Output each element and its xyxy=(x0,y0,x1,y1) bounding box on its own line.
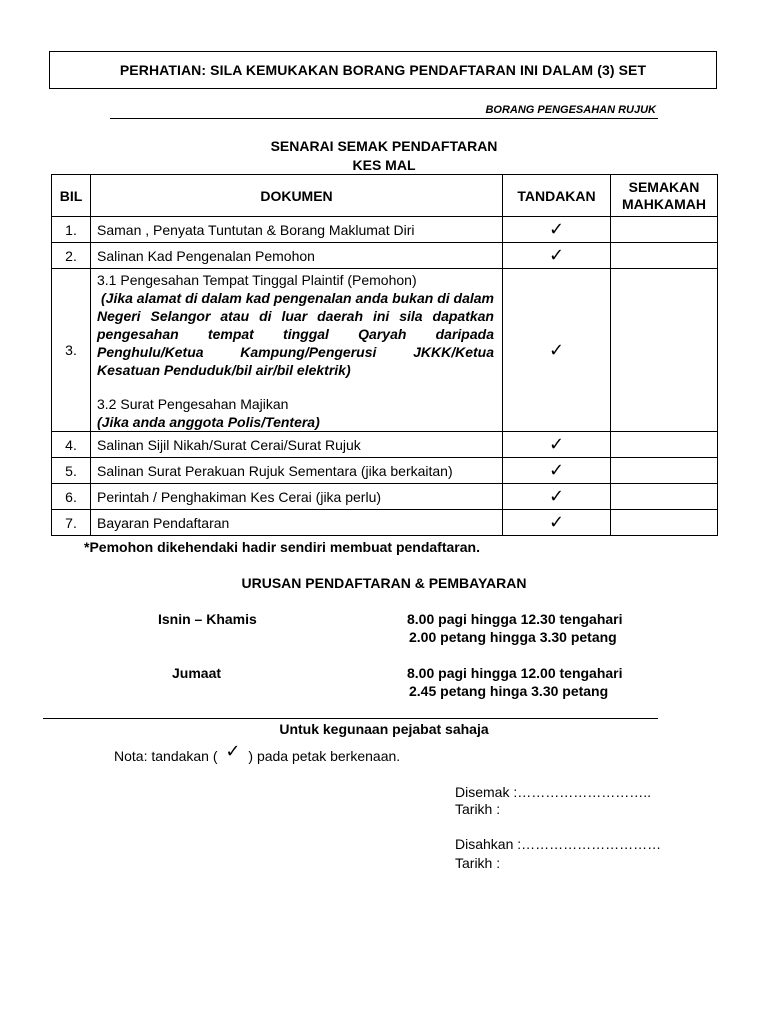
row-doc: Salinan Kad Pengenalan Pemohon xyxy=(91,243,503,269)
doc-3-2: 3.2 Surat Pengesahan Majikan xyxy=(97,396,289,412)
notice-box xyxy=(49,51,717,89)
disahkan-field[interactable]: Disahkan :………………………… xyxy=(455,836,662,852)
row-bil: 3. xyxy=(52,269,91,432)
disemak-field[interactable]: Disemak :……………………….. xyxy=(455,784,652,800)
ref-divider xyxy=(110,118,658,119)
row-doc: Saman , Penyata Tuntutan & Borang Maklumat Diri xyxy=(91,217,503,243)
semakan-cell[interactable] xyxy=(611,432,718,458)
doc-3-1: 3.1 Pengesahan Tempat Tinggal Plaintif (Pemohon) xyxy=(97,272,417,288)
nota-pre: Nota: tandakan ( xyxy=(114,748,218,764)
schedule-day1-time1: 8.00 pagi hingga 12.30 tengahari xyxy=(407,611,623,627)
header-tandakan: TANDAKAN xyxy=(503,175,611,217)
semakan-cell[interactable] xyxy=(611,484,718,510)
row-doc: Bayaran Pendaftaran xyxy=(91,510,503,536)
form-ref: BORANG PENGESAHAN RUJUK xyxy=(485,104,656,116)
table-header-row xyxy=(52,175,718,217)
row-bil: 2. xyxy=(52,243,91,269)
attend-note: *Pemohon dikehendaki hadir sendiri membuat pendaftaran. xyxy=(84,539,480,555)
notice-text: PERHATIAN: SILA KEMUKAKAN BORANG PENDAFTARAN INI DALAM (3) SET xyxy=(119,62,647,78)
semakan-cell[interactable] xyxy=(611,269,718,432)
row-doc: Salinan Surat Perakuan Rujuk Sementara (jika berkaitan) xyxy=(91,458,503,484)
semakan-cell[interactable] xyxy=(611,217,718,243)
table-row xyxy=(52,458,718,484)
schedule-day1-time2: 2.00 petang hingga 3.30 petang xyxy=(409,629,617,645)
row-doc xyxy=(91,269,503,432)
tarikh-field-2[interactable]: Tarikh : xyxy=(455,855,501,871)
nota-post: ) pada petak berkenaan. xyxy=(248,748,401,764)
row-bil: 1. xyxy=(52,217,91,243)
header-bil: BIL xyxy=(52,175,91,217)
table-row xyxy=(52,510,718,536)
tick-icon: ✓ xyxy=(503,484,611,510)
table-row xyxy=(52,432,718,458)
header-dokumen: DOKUMEN xyxy=(91,175,503,217)
tick-icon: ✓ xyxy=(503,510,611,536)
row-bil: 5. xyxy=(52,458,91,484)
schedule-day2-time1: 8.00 pagi hingga 12.00 tengahari xyxy=(407,665,623,681)
row-bil: 4. xyxy=(52,432,91,458)
tick-icon: ✓ xyxy=(225,741,241,761)
doc-3-1-note: (Jika alamat di dalam kad pengenalan anda bukan di dalam Negeri Selangor atau di luar daerah ini sila dapatkan pengesahan tempat tinggal Qaryah daripada Penghulu/Ketua Kampung/Pengerusi JKKK/Ketua Kesatuan Penduduk/bil air/bil elektrik) xyxy=(97,290,494,378)
row-doc: Perintah / Penghakiman Kes Cerai (jika perlu) xyxy=(91,484,503,510)
row-doc: Salinan Sijil Nikah/Surat Cerai/Surat Rujuk xyxy=(91,432,503,458)
doc-3-2-note: (Jika anda anggota Polis/Tentera) xyxy=(97,414,320,430)
schedule-day1: Isnin – Khamis xyxy=(158,611,257,627)
nota-line xyxy=(114,741,401,766)
row-bil: 7. xyxy=(52,510,91,536)
schedule-day2-time2: 2.45 petang hinga 3.30 petang xyxy=(409,683,609,699)
table-row xyxy=(52,269,718,432)
semakan-cell[interactable] xyxy=(611,243,718,269)
office-divider xyxy=(43,718,658,719)
checklist-table xyxy=(51,174,718,536)
office-title: Untuk kegunaan pejabat sahaja xyxy=(279,721,489,737)
tarikh-field-1[interactable]: Tarikh : xyxy=(455,801,501,817)
semakan-cell[interactable] xyxy=(611,510,718,536)
schedule-title: URUSAN PENDAFTARAN & PEMBAYARAN xyxy=(241,575,527,591)
semakan-cell[interactable] xyxy=(611,458,718,484)
table-row xyxy=(52,243,718,269)
header-semakan: SEMAKAN MAHKAMAH xyxy=(611,175,718,217)
tick-icon: ✓ xyxy=(503,217,611,243)
checklist-subtitle: KES MAL xyxy=(352,157,416,173)
row-bil: 6. xyxy=(52,484,91,510)
tick-icon: ✓ xyxy=(503,432,611,458)
table-row xyxy=(52,484,718,510)
tick-icon: ✓ xyxy=(503,243,611,269)
tick-icon: ✓ xyxy=(503,269,611,432)
table-row xyxy=(52,217,718,243)
checklist-title: SENARAI SEMAK PENDAFTARAN xyxy=(270,138,498,154)
tick-icon: ✓ xyxy=(503,458,611,484)
schedule-day2: Jumaat xyxy=(172,665,222,681)
